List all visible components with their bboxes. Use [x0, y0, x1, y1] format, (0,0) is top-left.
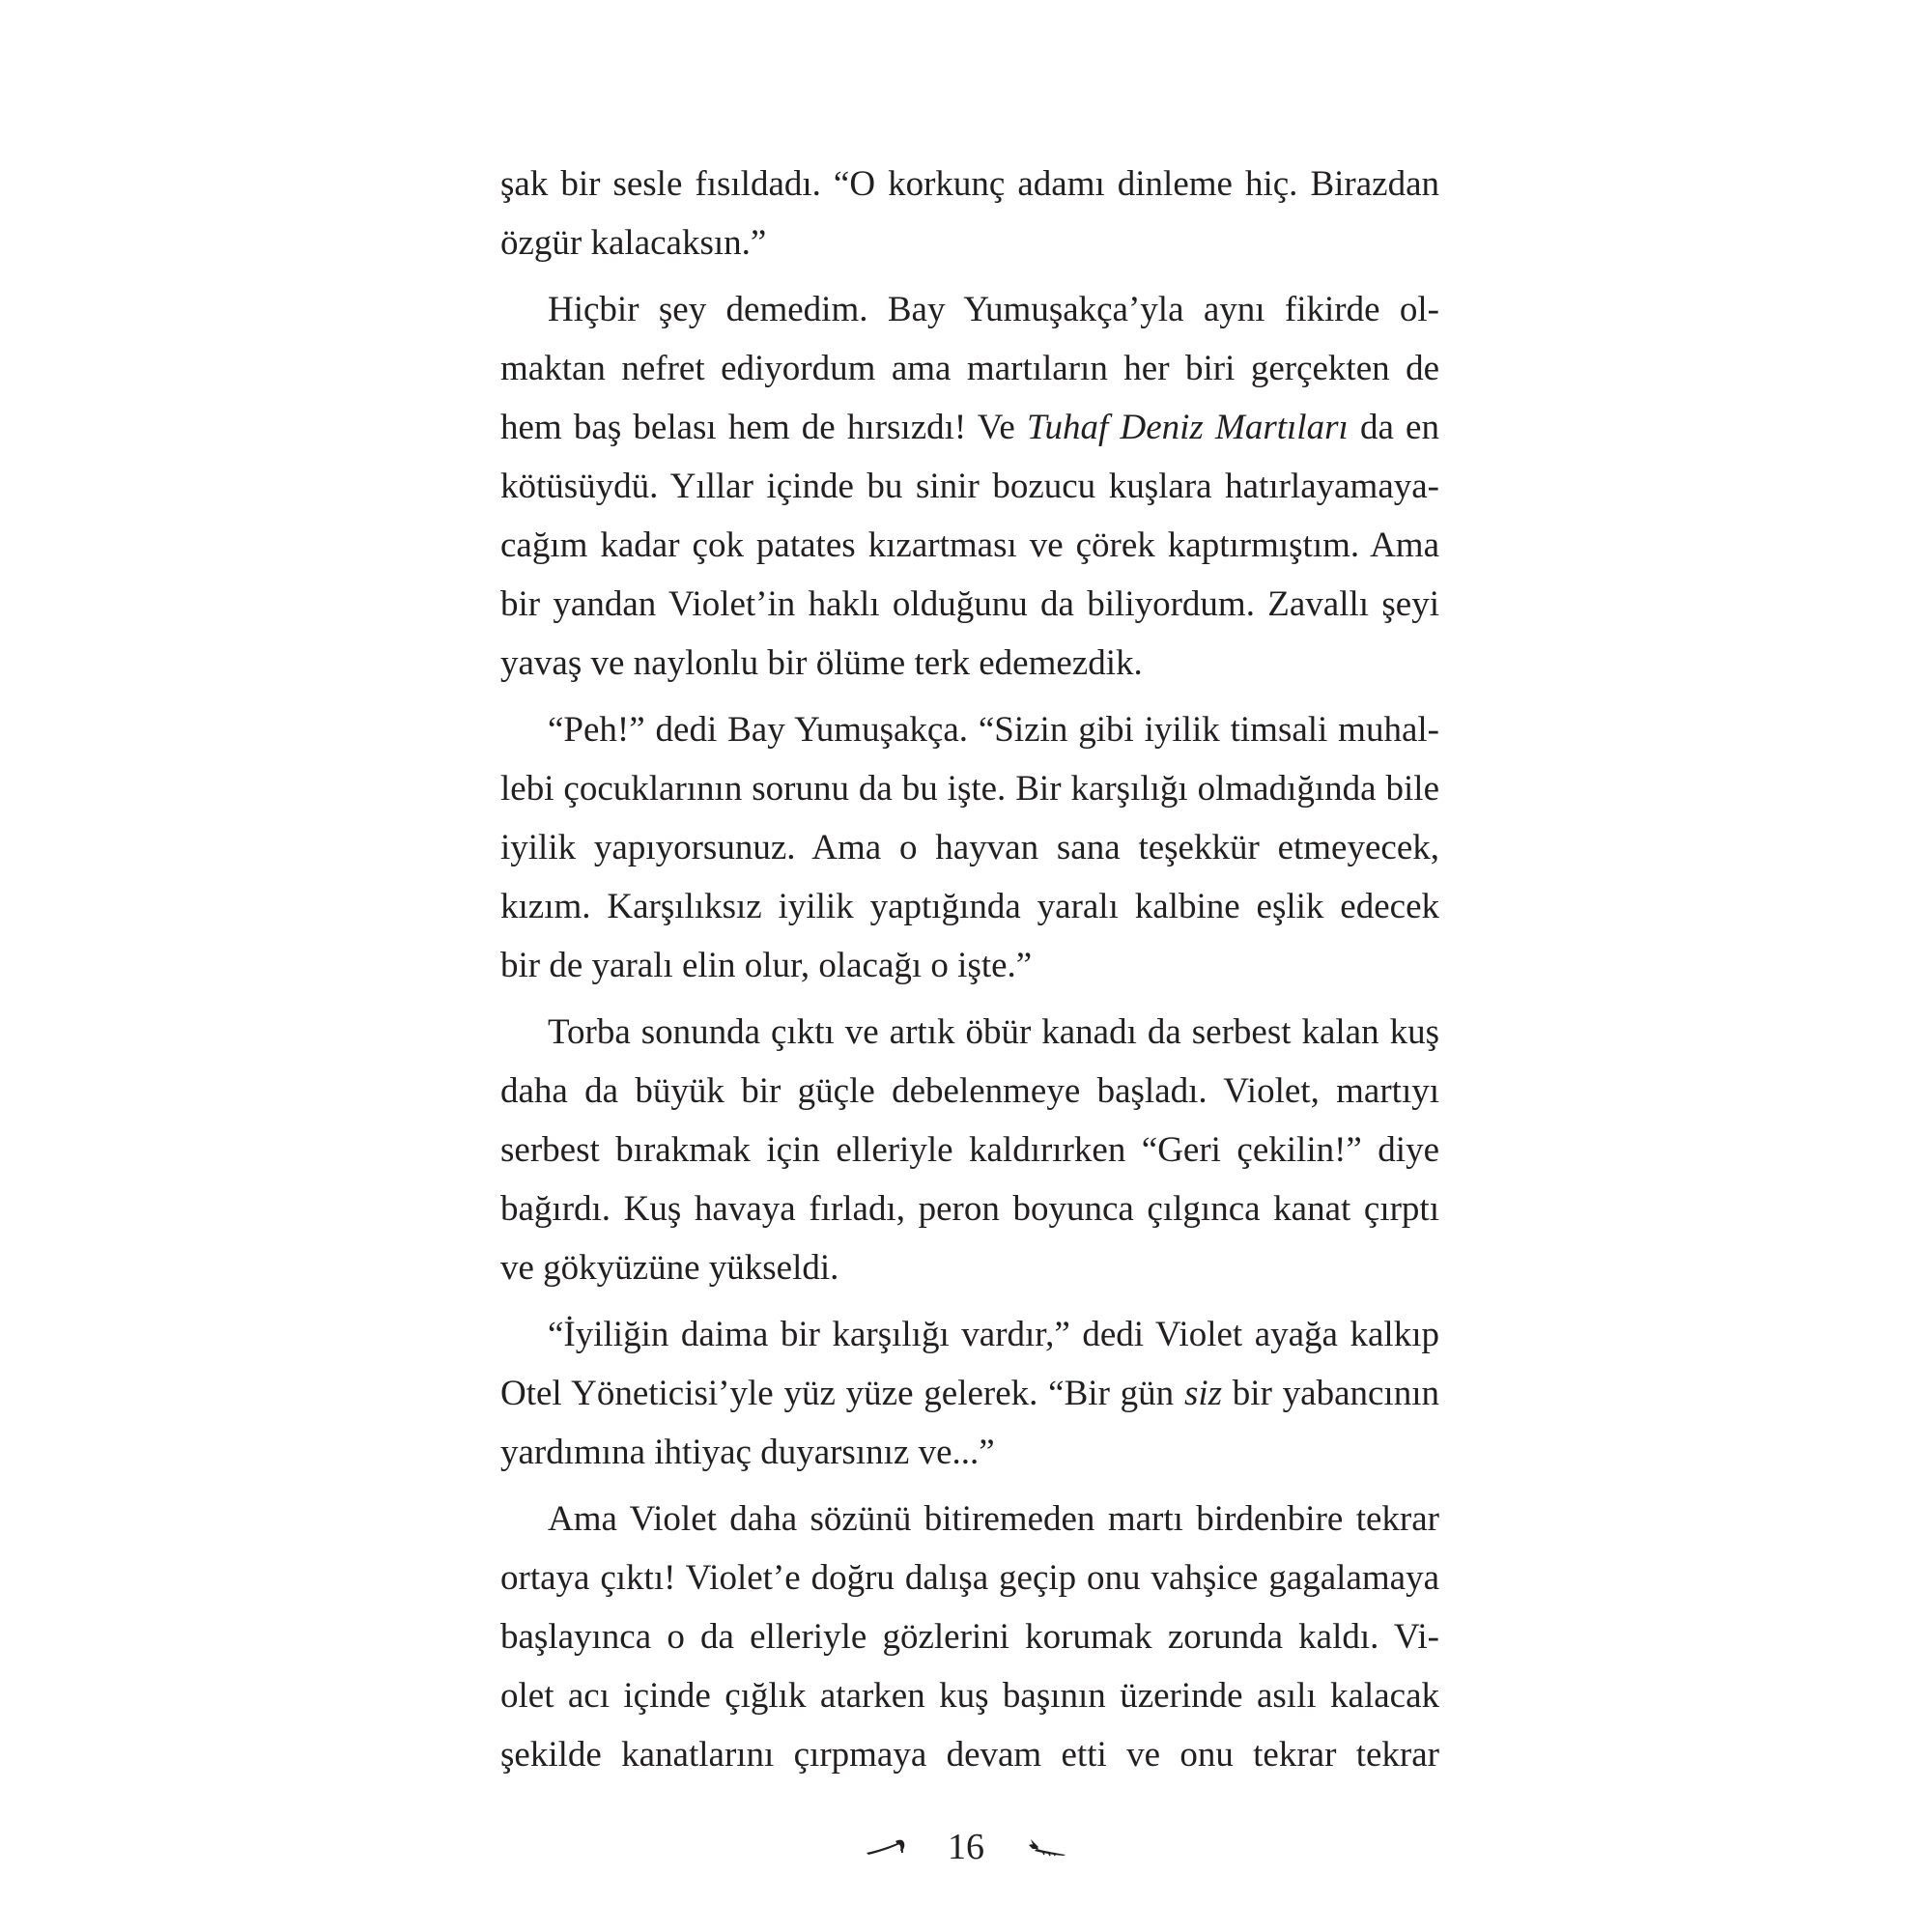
text-line: iyilik yapıyorsunuz. Ama o hayvan sana teşekkür etmeyecek, — [500, 828, 1439, 867]
text-line: şekilde kanatlarını çırpmaya devam etti ve onu tekrar tekrar — [500, 1735, 1439, 1775]
text-line: yardımına ihtiyaç duyarsınız ve...” — [500, 1433, 995, 1472]
text-line: Torba sonunda çıktı ve artık öbür kanadı da serbest kalan kuş — [548, 1012, 1439, 1052]
text-line: maktan nefret ediyordum ama martıların her biri gerçekten de — [500, 349, 1439, 388]
emphasis-italic: siz — [1183, 1374, 1223, 1413]
text-line: özgür kalacaksın.” — [500, 223, 767, 263]
text-line: bir de yaralı elin olur, olacağı o işte.” — [500, 946, 1033, 985]
text-segment: hem baş belası hem de hırsızdı! Ve — [500, 408, 1027, 447]
text-line: “İyiliğin daima bir karşılığı vardır,” dedi Violet ayağa kalkıp — [548, 1315, 1439, 1354]
paragraph-3 — [500, 700, 1439, 995]
paragraph-1 — [500, 155, 1439, 272]
paragraph-5 — [500, 1305, 1439, 1482]
page-body — [500, 155, 1439, 1784]
text-line: Ama Violet daha sözünü bitiremeden martı birdenbire tekrar — [548, 1499, 1439, 1539]
text-line: ortaya çıktı! Violet’e doğru dalışa geçip onu vahşice gagalamaya — [500, 1558, 1439, 1598]
text-line: bir yandan Violet’in haklı olduğunu da biliyordum. Zavallı şeyi — [500, 584, 1439, 624]
text-line: başlayınca o da elleriyle gözlerini korumak zorunda kaldı. Vi- — [500, 1617, 1439, 1657]
feather-left-icon — [865, 1835, 909, 1859]
text-line: kızım. Karşılıksız iyilik yaptığında yaralı kalbine eşlik edecek — [500, 887, 1439, 926]
page-number: 16 — [948, 1827, 984, 1867]
paragraph-6 — [500, 1490, 1439, 1784]
text-segment: bir yabancının — [1222, 1374, 1439, 1413]
text-line: kötüsüydü. Yıllar içinde bu sinir bozucu kuşlara hatırlayamaya- — [500, 467, 1439, 506]
text-line: şak bir sesle fısıldadı. “O korkunç adamı dinleme hiç. Birazdan — [500, 164, 1439, 204]
text-line: olet acı içinde çığlık atarken kuş başının üzerinde asılı kalacak — [500, 1676, 1439, 1716]
text-line: lebi çocuklarının sorunu da bu işte. Bir karşılığı olmadığında bile — [500, 769, 1439, 809]
paragraph-4 — [500, 1003, 1439, 1297]
text-line: daha da büyük bir güçle debelenmeye başladı. Violet, martıyı — [500, 1071, 1439, 1111]
text-segment: Otel Yöneticisi’yle yüz yüze gelerek. “Bir gün — [500, 1374, 1184, 1413]
text-line: bağırdı. Kuş havaya fırladı, peron boyunca çılgınca kanat çırptı — [500, 1189, 1439, 1229]
feather-right-icon — [1023, 1835, 1067, 1859]
text-segment: da en — [1348, 408, 1439, 447]
text-line-with-italic — [500, 398, 1439, 457]
book-title-italic: Tuhaf Deniz Martıları — [1026, 408, 1349, 447]
paragraph-2 — [500, 280, 1439, 693]
text-line: serbest bırakmak için elleriyle kaldırırken “Geri çekilin!” diye — [500, 1130, 1439, 1170]
page-footer — [0, 1826, 1932, 1868]
text-line: cağım kadar çok patates kızartması ve çörek kaptırmıştım. Ama — [500, 526, 1439, 565]
text-line: Hiçbir şey demedim. Bay Yumuşakça’yla aynı fikirde ol- — [548, 290, 1439, 329]
text-line: “Peh!” dedi Bay Yumuşakça. “Sizin gibi iyilik timsali muhal- — [548, 710, 1439, 750]
text-line: ve gökyüzüne yükseldi. — [500, 1248, 839, 1288]
text-line: yavaş ve naylonlu bir ölüme terk edemezdik. — [500, 643, 1143, 683]
text-line-with-italic — [500, 1364, 1439, 1423]
